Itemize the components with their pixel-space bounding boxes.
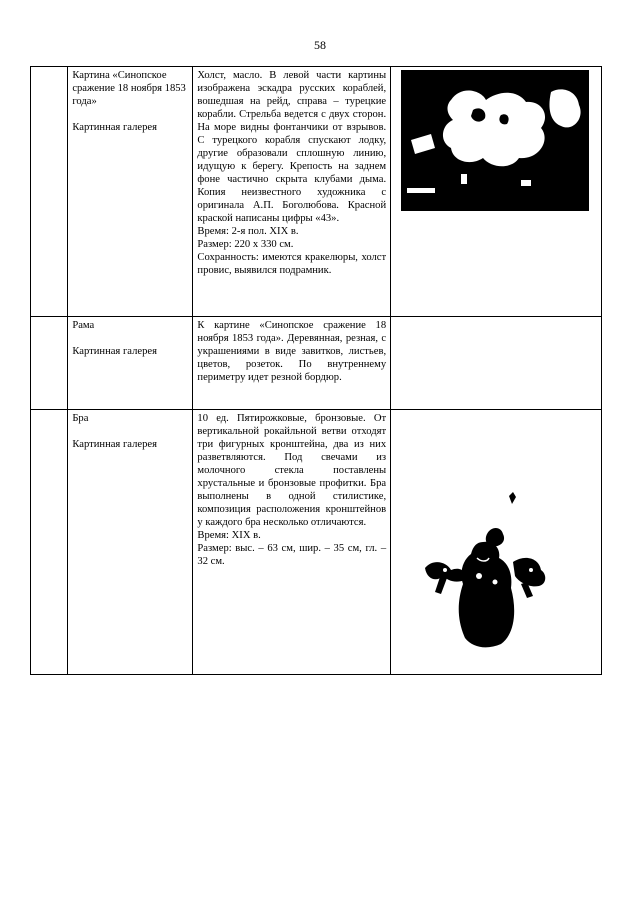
inventory-table (30, 66, 602, 675)
item-time: Время: 2-я пол. XIX в. (197, 226, 299, 237)
item-description-cell (193, 317, 391, 410)
item-description: Холст, масло. В левой части картины изображена эскадра русских кораблей, вошедшая на рейд, справа – турецкие корабли. Стрельба ведется с двух сторон. На море видны фонтанчики от взрывов. С турецкого корабля спускают лодку, другие образовали сплошную линию, идущую к берегу. Крепость на заднем фоне частично скрыта клубами дыма. Копия неизвестного художника с оригинала А.П. Боголюбова. Красной краской написаны цифры «43». (197, 70, 387, 224)
table-row (31, 317, 602, 410)
row-number-cell (31, 410, 68, 675)
item-description: 10 ед. Пятирожковые, бронзовые. От вертикальной рокайльной ветви отходят три фигурных кронштейна, два из них разветвляются. Под свечами из молочного стекла поставлены хрустальные и бронзовые профитки. Бра выполнены в одной стилистике, композиция расположения кронштейнов у каждого бра несколько отличаются. (197, 413, 387, 528)
item-description-cell (193, 410, 391, 675)
item-location: Картинная галерея (72, 122, 157, 133)
row-number-cell (31, 317, 68, 410)
table-row (31, 67, 602, 317)
item-name-cell (68, 317, 193, 410)
item-name-cell (68, 67, 193, 317)
item-name-cell (68, 410, 193, 675)
item-photo-cell (391, 410, 602, 675)
item-description-cell (193, 67, 391, 317)
item-condition: Сохранность: имеются кракелюры, холст провис, выявился подрамник. (197, 252, 387, 276)
item-name: Рама (72, 320, 95, 331)
item-name: Бра (72, 413, 89, 424)
item-photo-cell (391, 317, 602, 410)
item-size: Размер: выс. – 63 см, шир. – 35 см, гл. – 32 см. (197, 543, 387, 567)
painting-photo (401, 70, 589, 211)
row-number-cell (31, 67, 68, 317)
item-size: Размер: 220 х 330 см. (197, 239, 294, 250)
sconce-photo (421, 492, 551, 650)
table-row (31, 410, 602, 675)
item-location: Картинная галерея (72, 439, 157, 450)
item-name: Картина «Синопское сражение 18 ноября 1853 года» (72, 70, 186, 107)
item-photo-cell (391, 67, 602, 317)
item-time: Время: XIX в. (197, 530, 261, 541)
item-location: Картинная галерея (72, 346, 157, 357)
item-description: К картине «Синопское сражение 18 ноября 1853 года». Деревянная, резная, с украшениями в виде завитков, листьев, цветов, розеток. По внутреннему периметру идет резной бордюр. (197, 320, 387, 383)
page-number: 58 (314, 38, 326, 52)
